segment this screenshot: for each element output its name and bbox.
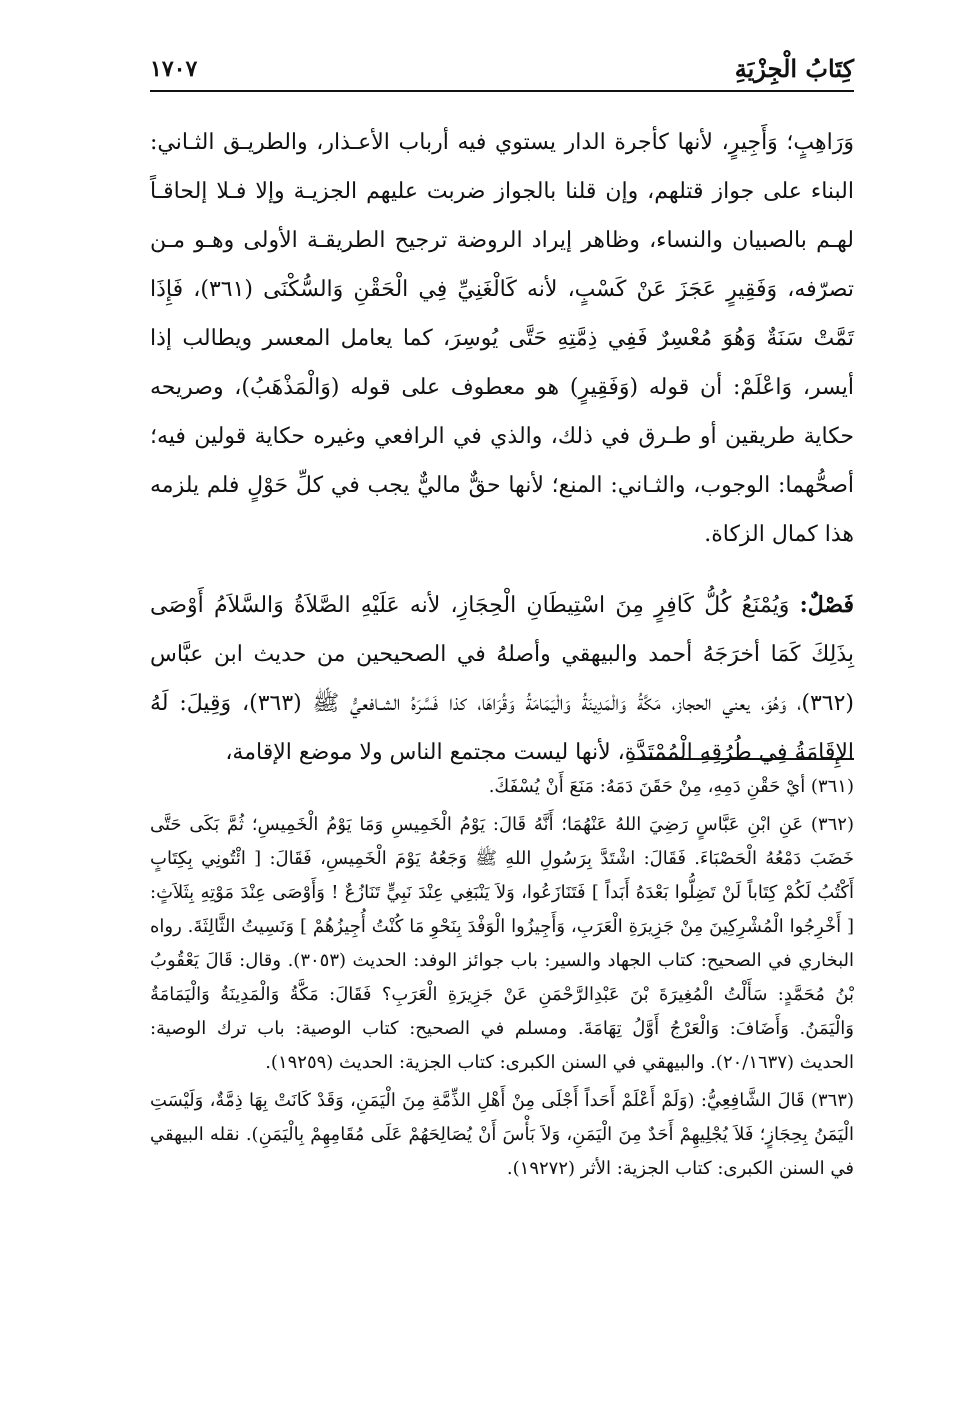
body-paragraph: وَرَاهِبٍ؛ وَأَجِيرٍ، لأنها كأجرة الدار يستوي فيه أرباب الأعـذار، والطريـق الثـاني: البناء على جواز قتلهم، وإن قلنا بالجواز ضربت عليهم الجزيـة وإلا فـلا إلحاقـاً لهـم بالصبيان والنساء، وظاهر إيراد الروضة ترجيح الطريقـة الأولى وهـو مـن تصرّفه، وَفَقِيرٍ عَجَزَ عَنْ كَسْبٍ، لأنه كَالْغَنِيِّ فِي الْحَقْنِ وَالسُّكْنَى (٣٦١)، فَإِذَا تَمَّتْ سَنَةٌ وَهُوَ مُعْسِرٌ فَفِي ذِمَّتِهِ حَتَّى يُوسِرَ، كما يعامل المعسر ويطالب إذا أيسر، وَاعْلَمْ: أن قوله (وَفَقِيرٍ) هو معطوف على قوله (وَالْمَذْهَبُ)، وصريحه حكاية طريقين أو طـرق في ذلك، والذي في الرافعي وغيره حكاية قولين فيه؛ أصحُّهما: الوجوب، والثـاني: المنع؛ لأنها حقٌّ ماليٌّ يجب في كلِّ حَوْلٍ فلم يلزمه هذا كمال الزكاة. (150, 130, 854, 547)
footnote-361 (150, 770, 854, 804)
footnotes (150, 770, 854, 1190)
running-title: كِتَابُ الْجِزْيَةِ (734, 54, 854, 83)
footnote-text: قَالَ الشَّافِعِيُّ: (وَلَمْ أَعْلَمْ أَحَداً أَجْلَى مِنْ أَهْلِ الذِّمَّةِ مِنَ الْيَمَنِ، وَقَدْ كَانَتْ بِهَا ذِمَّةٌ، وَلَيْسَتِ الْيَمَنُ بِحِجَازٍ؛ فَلاَ يُجْلِيهِمْ أَحَدٌ مِنَ الْيَمَنِ، وَلاَ بَأْسَ أَنْ يُصَالِحَهُمْ عَلَى مُقَامِهِمْ بِالْيَمَنِ). نقله البيهقي في السنن الكبرى: كتاب الجزية: الأثر (١٩٢٧٢). (150, 1090, 854, 1179)
main-text (150, 118, 854, 777)
footnote-362 (150, 808, 854, 1080)
footnote-divider (630, 758, 854, 760)
footnote-number: (٣٦٢) (810, 814, 854, 835)
fasl-text: وَيُمْنَعُ كُلُّ كَافِرٍ مِنَ اسْتِيطَانِ الْحِجَازِ، لأنه عَلَيْهِ الصَّلاَةُ وَالسَّلاَمُ أَوْصَى بِذَلِكَ كَمَا أخرَجَهُ أحمد والبيهقي وأصلهُ في الصحيحين من حديث ابن عبَّاس (٣٦٢)، وَهُوَ، يعني الحجاز، مَكَّةُ وَالْمَدِينَةُ وَالْيَمَامَةُ وَقُرَاهَا، كذا فَسَّرَهُ الشـافعيُّ ﷺ (٣٦٣)، وَقِيلَ: لَهُ الإِقَامَةُ فِي طُرُقِهِ الْمُمْتَدَّةِ، لأنها ليست مجتمع الناس ولا موضع الإقامة، (150, 593, 854, 765)
fasl-paragraph (150, 581, 854, 777)
page-header (150, 50, 854, 92)
footnote-number: (٣٦٣) (810, 1090, 854, 1111)
footnote-text: عَنِ ابْنِ عَبَّاسٍ رَضِيَ اللهُ عَنْهُمَا؛ أَنَّهُ قَالَ: يَوْمُ الْخَمِيسِ وَمَا يَوْمُ الْخَمِيسِ؛ ثُمَّ بَكَى حَتَّى خَضَبَ دَمْعُهُ الْحَصْبَاءَ. فَقَالَ: اشْتَدَّ بِرَسُولِ اللهِ ﷺ وَجَعُهُ يَوْمَ الْخَمِيسِ، فَقَالَ: [ ائْتُونِي بِكِتَابٍ أَكْتُبُ لَكُمْ كِتَاباً لَنْ تَضِلُّوا بَعْدَهُ أَبَداً ] فَتَنَازَعُوا، وَلاَ يَنْبَغِي عِنْدَ نَبِيٍّ تَنَازُعٌ ! وَأَوْصَى عِنْدَ مَوْتِهِ بِثَلاَثٍ: [ أَخْرِجُوا الْمُشْرِكِينَ مِنْ جَزِيرَةِ الْعَرَبِ، وَأَجِيزُوا الْوَفْدَ بِنَحْوِ مَا كُنْتُ أُجِيزُهُمْ ] وَنَسِيتُ الثَّالِثَةَ. رواه البخاري في الصحيح: كتاب الجهاد والسير: باب جوائز الوفد: الحديث (٣٠٥٣). وقال: قَالَ يَعْقُوبُ بْنُ مُحَمَّدٍ: سَأَلْتُ الْمُغِيرَةَ بْنَ عَبْدِالرَّحْمَنِ عَنْ جَزِيرَةِ الْعَرَبِ؟ فَقَالَ: مَكَّةُ وَالْمَدِينَةُ وَالْيَمَامَةُ وَالْيَمَنُ. وَأَضَافَ: وَالْعَرْجُ أَوَّلُ تِهَامَةَ. ومسلم في الصحيح: كتاب الوصية: باب ترك الوصية: الحديث (٢٠/١٦٣٧). والبيهقي في السنن الكبرى: كتاب الجزية: الحديث (١٩٢٥٩). (150, 814, 855, 1073)
footnote-number: (٣٦١) (810, 776, 854, 797)
footnote-text: أيْ حَقْنِ دَمِهِ، مِنْ حَقَنَ دَمَهُ: مَنَعَ أَنْ يُسْفَكَ. (488, 776, 811, 797)
page-number: ١٧٠٧ (150, 56, 198, 82)
fasl-label: فَصْلٌ: (799, 592, 854, 618)
footnote-363 (150, 1084, 854, 1186)
